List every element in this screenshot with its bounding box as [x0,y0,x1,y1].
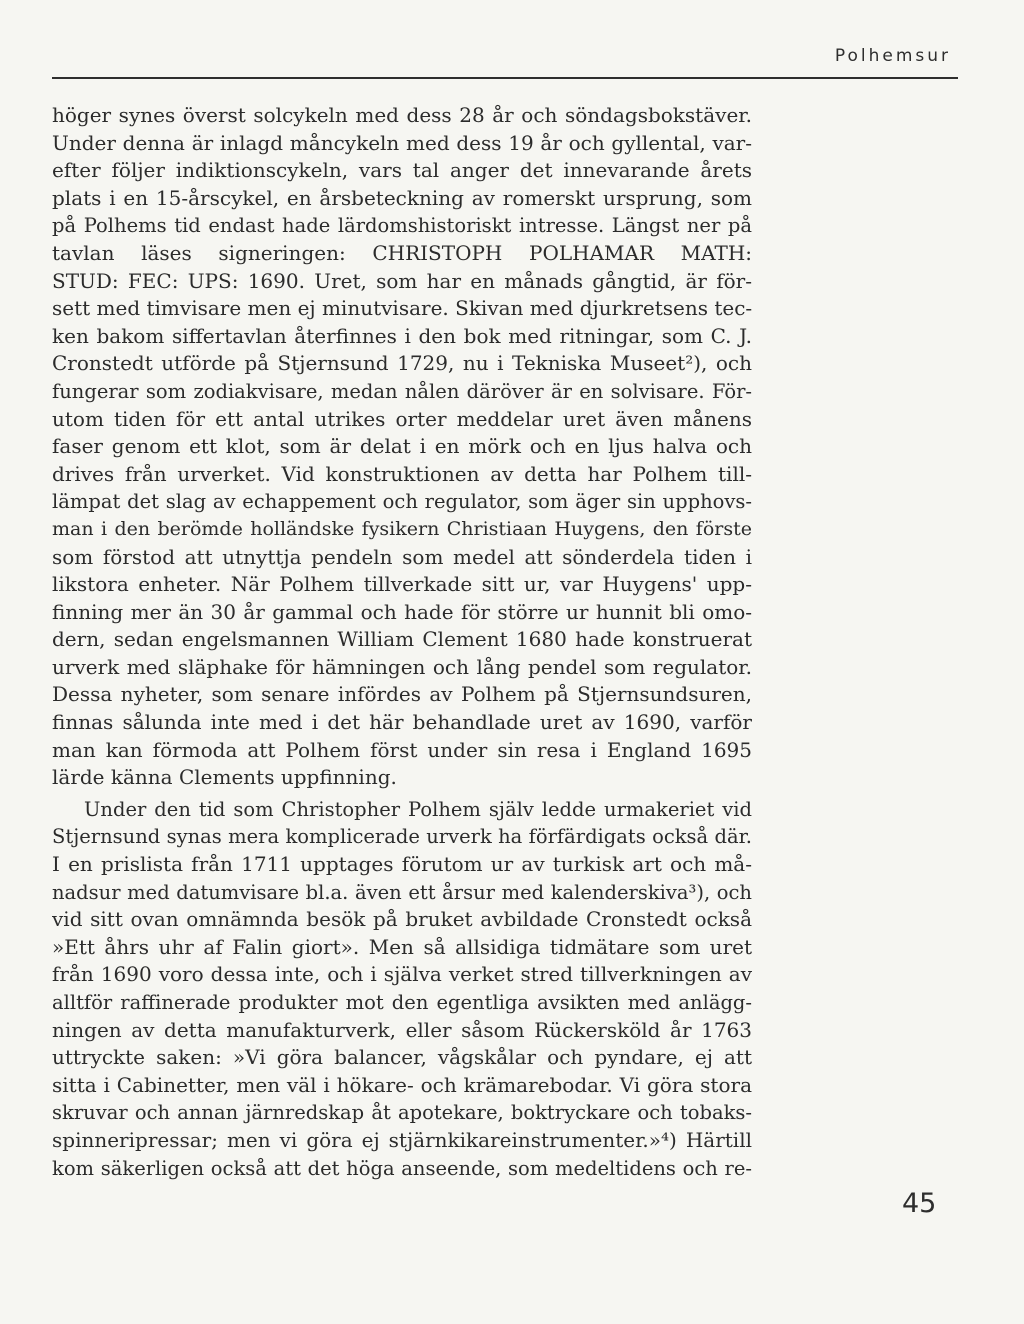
text-line: Dessa nyheter, som senare infördes av Polhem på Stjernsundsuren, [52,682,752,707]
body-text [52,102,752,1182]
text-line: urverk med släphake för hämningen och lång pendel som regulator. [52,654,752,679]
text-line: lämpat det slag av echappement och regulator, som äger sin upphovs- [52,490,752,514]
text-line: Under denna är inlagd måncykeln med dess 19 år och gyllental, var- [52,130,752,155]
text-line: finnas sålunda inte med i det här behandlade uret av 1690, varför [52,710,752,735]
text-line: tavlan läses signeringen: CHRISTOPH POLHAMAR MATH: [52,240,752,265]
text-line: sett med timvisare men ej minutvisare. Skivan med djurkretsens tec- [52,296,752,321]
text-line: Stjernsund synas mera komplicerade urverk ha förfärdigats också där. [52,825,752,849]
text-line: kom säkerligen också att det höga anseende, som medeltidens och re- [52,1156,752,1180]
text-line: STUD: FEC: UPS: 1690. Uret, som har en månads gångtid, är för- [52,268,752,293]
text-line: dern, sedan engelsmannen William Clement 1680 hade konstruerat [52,627,752,652]
text-line: skruvar och annan järnredskap åt apotekare, boktryckare och tobaks- [52,1101,752,1125]
text-line: finning mer än 30 år gammal och hade för större ur hunnit bli omo- [52,599,752,624]
text-line: plats i en 15-årscykel, en årsbeteckning av romerskt ursprung, som [52,185,752,210]
text-line: ken bakom siffertavlan återfinnes i den bok med ritningar, som C. J. [52,323,752,348]
text-line: utom tiden för ett antal utrikes orter meddelar uret även månens [52,406,752,431]
text-line: höger synes överst solcykeln med dess 28 år och söndagsbokstäver. [52,103,752,127]
text-line: Cronstedt utförde på Stjernsund 1729, nu i Tekniska Museet²), och [52,351,752,376]
text-line: »Ett åhrs uhr af Falin giort». Men så allsidiga tidmätare som uret [52,934,752,959]
header-rule [52,77,958,79]
text-line: likstora enheter. När Polhem tillverkade sitt ur, var Huygens' upp- [52,572,752,597]
text-line: faser genom ett klot, som är delat i en mörk och en ljus halva och [52,434,752,459]
paragraph-1 [52,102,752,792]
text-line: som förstod att utnyttja pendeln som medel att sönderdela tiden i [52,544,752,569]
text-line: lärde känna Clements uppfinning. [52,765,397,790]
text-line: spinneripressar; men vi göra ej stjärnkikareinstrumenter.»⁴) Härtill [52,1127,752,1152]
text-line: på Polhems tid endast hade lärdomshistoriskt intresse. Längst ner på [52,214,752,238]
text-line: I en prislista från 1711 upptages förutom ur av turkisk art och må- [52,852,752,877]
text-line: man kan förmoda att Polhem först under sin resa i England 1695 [52,737,752,762]
text-line: efter följer indiktionscykeln, vars tal anger det innevarande årets [52,158,752,183]
text-line: från 1690 voro dessa inte, och i själva verket stred tillverkningen av [52,962,752,987]
page-number: 45 [902,1188,937,1219]
text-line: ningen av detta manufakturverk, eller såsom Rückersköld år 1763 [52,1017,752,1042]
text-line: sitta i Cabinetter, men väl i hökare- och krämarebodar. Vi göra stora [52,1072,752,1097]
text-line: drives från urverket. Vid konstruktionen av detta har Polhem till- [52,461,752,486]
paragraph-2 [52,796,752,1182]
text-line: Under den tid som Christopher Polhem själv ledde urmakeriet vid [84,797,752,821]
text-line: uttryckte saken: »Vi göra balancer, vågskålar och pyndare, ej att [52,1045,752,1070]
text-line: man i den berömde holländske fysikern Christiaan Huygens, den förste [52,517,752,540]
text-line: nadsur med datumvisare bl.a. även ett årsur med kalenderskiva³), och [52,880,752,904]
text-line: alltför raffinerade produkter mot den egentliga avsikten med anlägg- [52,991,752,1014]
text-line: vid sitt ovan omnämnda besök på bruket avbildade Cronstedt också [52,907,752,932]
text-line: fungerar som zodiakvisare, medan nålen däröver är en solvisare. För- [52,379,752,403]
running-head: Polhemsur [834,46,951,66]
